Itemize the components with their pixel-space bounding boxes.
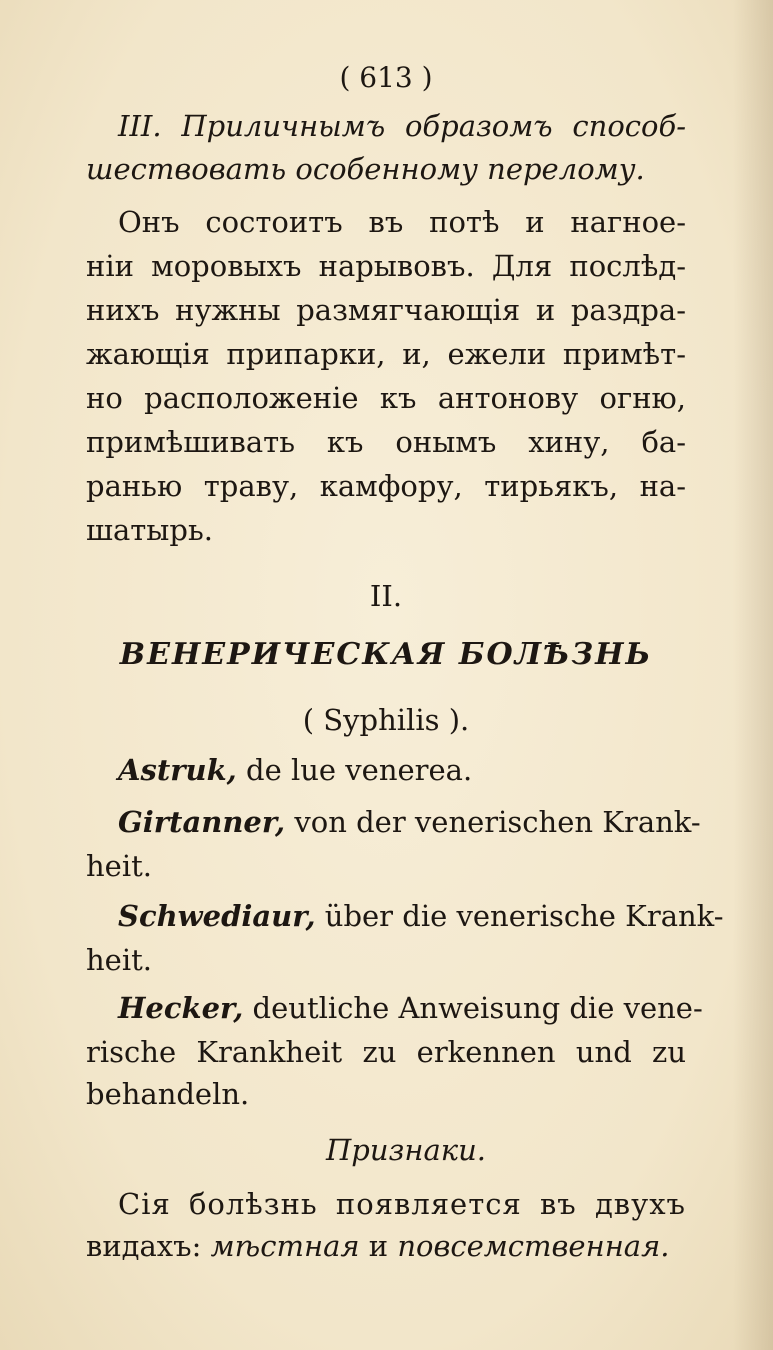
final-line2-prefix: видахъ: xyxy=(86,1229,211,1263)
reference-hecker-cont1: rische Krankheit zu erkennen und zu xyxy=(86,1035,686,1069)
para1-line3: нихъ нужны размягчающія и раздра- xyxy=(86,293,686,327)
reference-schwediaur-cont: heit. xyxy=(86,943,152,977)
reference-astruk xyxy=(118,752,472,788)
reference-title: deutliche Anweisung die vene- xyxy=(243,991,703,1025)
signs-heading: Признаки. xyxy=(326,1133,486,1167)
final-line2-and: и xyxy=(359,1229,398,1263)
section-subtitle: ( Syphilis ). xyxy=(302,703,470,737)
reference-author: Schwediaur, xyxy=(118,899,316,933)
page-edge-shadow xyxy=(733,0,773,1350)
final-line2 xyxy=(86,1228,670,1264)
reference-author: Girtanner, xyxy=(118,805,286,839)
reference-title: von der venerischen Krank- xyxy=(285,805,701,839)
final-line2-local: мѣстная xyxy=(210,1229,360,1263)
para1-line7: ранью траву, камфору, тирьякъ, на- xyxy=(86,469,686,503)
page-number: ( 613 ) xyxy=(339,61,433,94)
reference-hecker-cont2: behandeln. xyxy=(86,1077,250,1111)
reference-title: de lue venerea. xyxy=(236,753,473,787)
section-title: ВЕНЕРИЧЕСКАЯ БОЛѢЗНЬ xyxy=(119,637,653,672)
reference-title: über die venerische Krank- xyxy=(315,899,724,933)
final-line1: Сія болѣзнь появляется въ двухъ xyxy=(118,1187,686,1221)
section-number: II. xyxy=(369,579,403,613)
reference-author: Hecker, xyxy=(118,991,244,1025)
final-line2-general: повсемственная. xyxy=(397,1229,670,1263)
para1-line2: ніи моровыхъ нарывовъ. Для послѣд- xyxy=(86,249,686,283)
reference-author: Astruk, xyxy=(118,753,237,787)
reference-schwediaur xyxy=(118,898,724,934)
para1-line6: примѣшивать къ онымъ хину, ба- xyxy=(86,425,686,459)
reference-girtanner-cont: heit. xyxy=(86,849,152,883)
section-iii-title-line1: III. Приличнымъ образомъ способ- xyxy=(118,109,686,143)
reference-hecker xyxy=(118,990,703,1026)
reference-girtanner xyxy=(118,804,701,840)
para1-line1: Онъ состоитъ въ потѣ и нагное- xyxy=(118,205,686,239)
para1-line8: шатырь. xyxy=(86,513,213,547)
para1-line4: жающія припарки, и, ежели примѣт- xyxy=(86,337,686,371)
section-iii-title-line2: шествовать особенному перелому. xyxy=(86,152,645,186)
para1-line5: но расположеніе къ антонову огню, xyxy=(86,381,686,415)
